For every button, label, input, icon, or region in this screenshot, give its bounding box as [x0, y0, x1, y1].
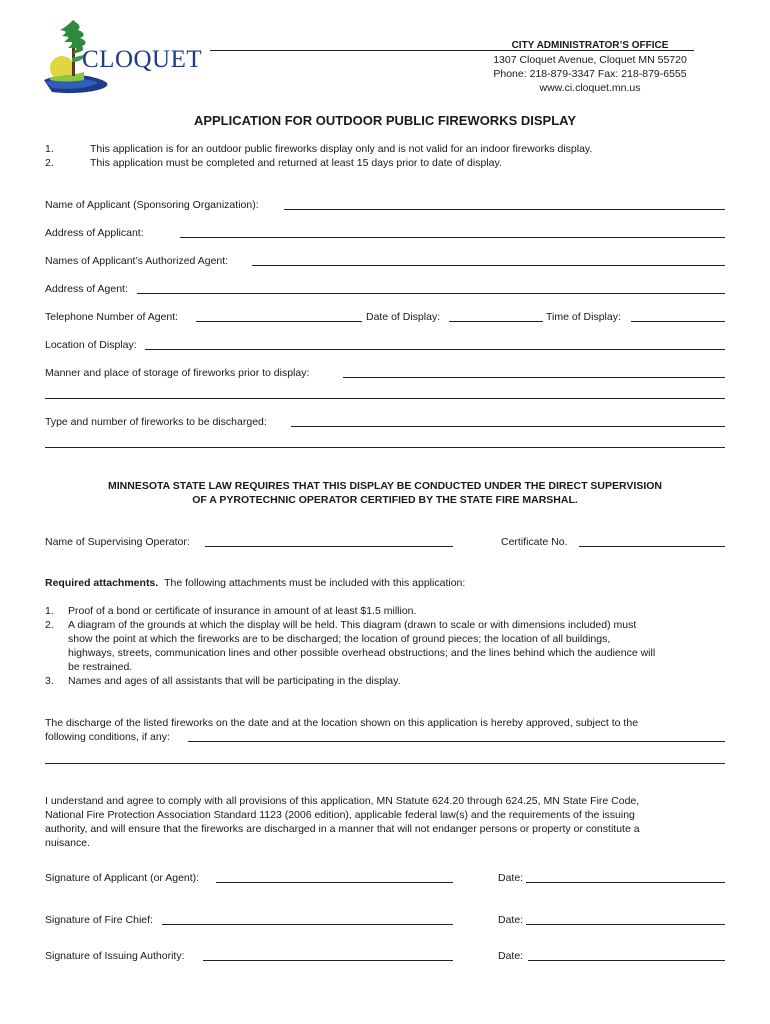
fireworks-type-field-line-2[interactable] [45, 447, 725, 448]
display-time-label: Time of Display: [546, 311, 621, 323]
fireworks-type-label: Type and number of fireworks to be discharged: [45, 416, 267, 428]
applicant-date-field[interactable] [526, 882, 725, 883]
attachment-text-2-line-1: A diagram of the grounds at which the display will be held. This diagram (drawn to scale or with dimensions included) must [68, 619, 637, 631]
agent-address-field[interactable] [137, 293, 725, 294]
document-title: APPLICATION FOR OUTDOOR PUBLIC FIREWORKS DISPLAY [193, 113, 577, 128]
office-website: www.ci.cloquet.mn.us [539, 82, 641, 94]
display-location-label: Location of Display: [45, 339, 137, 351]
city-logo [42, 18, 202, 98]
applicant-address-field[interactable] [180, 237, 725, 238]
law-notice-line-2: OF A PYROTECHNIC OPERATOR CERTIFIED BY THE STATE FIRE MARSHAL. [192, 494, 578, 506]
agreement-line-1: I understand and agree to comply with all provisions of this application, MN Statute 624.20 through 624.25, MN State Fire Code, [45, 795, 640, 807]
fire-chief-signature-field[interactable] [162, 924, 453, 925]
applicant-date-label: Date: [498, 872, 524, 884]
agent-phone-field[interactable] [196, 321, 362, 322]
conditions-field-line-2[interactable] [45, 763, 725, 764]
authority-signature-label: Signature of Issuing Authority: [45, 950, 185, 962]
authority-date-field[interactable] [528, 960, 725, 961]
operator-name-label: Name of Supervising Operator: [45, 536, 190, 548]
office-title: CITY ADMINISTRATOR’S OFFICE [511, 40, 669, 51]
intro-text-2: This application must be completed and returned at least 15 days prior to date of display. [90, 157, 502, 169]
agent-names-field[interactable] [252, 265, 725, 266]
attachment-text-2-line-3: highways, streets, communication lines and other possible overhead obstructions; and the lines behind which the audience will [68, 647, 656, 659]
applicant-name-label: Name of Applicant (Sponsoring Organization): [45, 199, 259, 211]
agent-address-label: Address of Agent: [45, 283, 128, 295]
attachments-intro [45, 577, 465, 589]
attachment-number-1: 1. [45, 605, 54, 617]
approval-text-line-1: The discharge of the listed fireworks on the date and at the location shown on this application is hereby approved, subject to the [45, 717, 639, 729]
display-date-field[interactable] [449, 321, 543, 322]
approval-text-line-2: following conditions, if any: [45, 731, 170, 743]
fire-chief-signature-label: Signature of Fire Chief: [45, 914, 153, 926]
display-date-label: Date of Display: [366, 311, 441, 323]
fireworks-type-field[interactable] [291, 426, 725, 427]
certificate-label: Certificate No. [501, 536, 568, 548]
attachment-number-3: 3. [45, 675, 54, 687]
fire-chief-date-label: Date: [498, 914, 524, 926]
intro-number-2: 2. [45, 157, 54, 169]
storage-field[interactable] [343, 377, 725, 378]
certificate-field[interactable] [579, 546, 725, 547]
display-location-field[interactable] [145, 349, 725, 350]
attachment-text-3: Names and ages of all assistants that will be participating in the display. [68, 675, 401, 687]
agreement-line-2: National Fire Protection Association Standard 1123 (2006 edition), applicable federal law(s) and the requirements of the issuing [45, 809, 635, 821]
agent-phone-label: Telephone Number of Agent: [45, 311, 179, 323]
logo-wordmark: CLOQUET [82, 46, 203, 73]
office-phone: Phone: 218-879-3347 Fax: 218-879-6555 [493, 68, 687, 80]
attachment-text-1: Proof of a bond or certificate of insurance in amount of at least $1.5 million. [68, 605, 417, 617]
applicant-signature-label: Signature of Applicant (or Agent): [45, 872, 200, 884]
attachments-heading: Required attachments. [45, 577, 159, 589]
conditions-field[interactable] [188, 741, 725, 742]
office-address: 1307 Cloquet Avenue, Cloquet MN 55720 [493, 54, 687, 66]
attachment-number-2: 2. [45, 619, 54, 631]
authority-date-label: Date: [498, 950, 524, 962]
display-time-field[interactable] [631, 321, 725, 322]
agreement-line-3: authority, and will ensure that the fireworks are discharged in a manner that will not endanger persons or property or constitute a [45, 823, 640, 835]
authority-signature-field[interactable] [203, 960, 453, 961]
applicant-signature-field[interactable] [216, 882, 453, 883]
storage-field-line-2[interactable] [45, 398, 725, 399]
applicant-address-label: Address of Applicant: [45, 227, 144, 239]
intro-text-1: This application is for an outdoor public fireworks display only and is not valid for an indoor fireworks display. [90, 143, 593, 155]
attachment-text-2-line-4: be restrained. [68, 661, 133, 673]
agent-names-label: Names of Applicant’s Authorized Agent: [45, 255, 229, 267]
applicant-name-field[interactable] [284, 209, 725, 210]
intro-number-1: 1. [45, 143, 54, 155]
storage-label: Manner and place of storage of fireworks prior to display: [45, 367, 310, 379]
agreement-line-4: nuisance. [45, 837, 90, 849]
fire-chief-date-field[interactable] [526, 924, 725, 925]
attachment-text-2-line-2: show the point at which the fireworks are to be discharged; the location of ground pieces; the location of all buildings, [68, 633, 611, 645]
law-notice-line-1: MINNESOTA STATE LAW REQUIRES THAT THIS DISPLAY BE CONDUCTED UNDER THE DIRECT SUPERVISION [107, 480, 662, 492]
attachments-intro-text: The following attachments must be included with this application: [164, 577, 466, 589]
office-info [470, 39, 710, 95]
operator-name-field[interactable] [205, 546, 453, 547]
